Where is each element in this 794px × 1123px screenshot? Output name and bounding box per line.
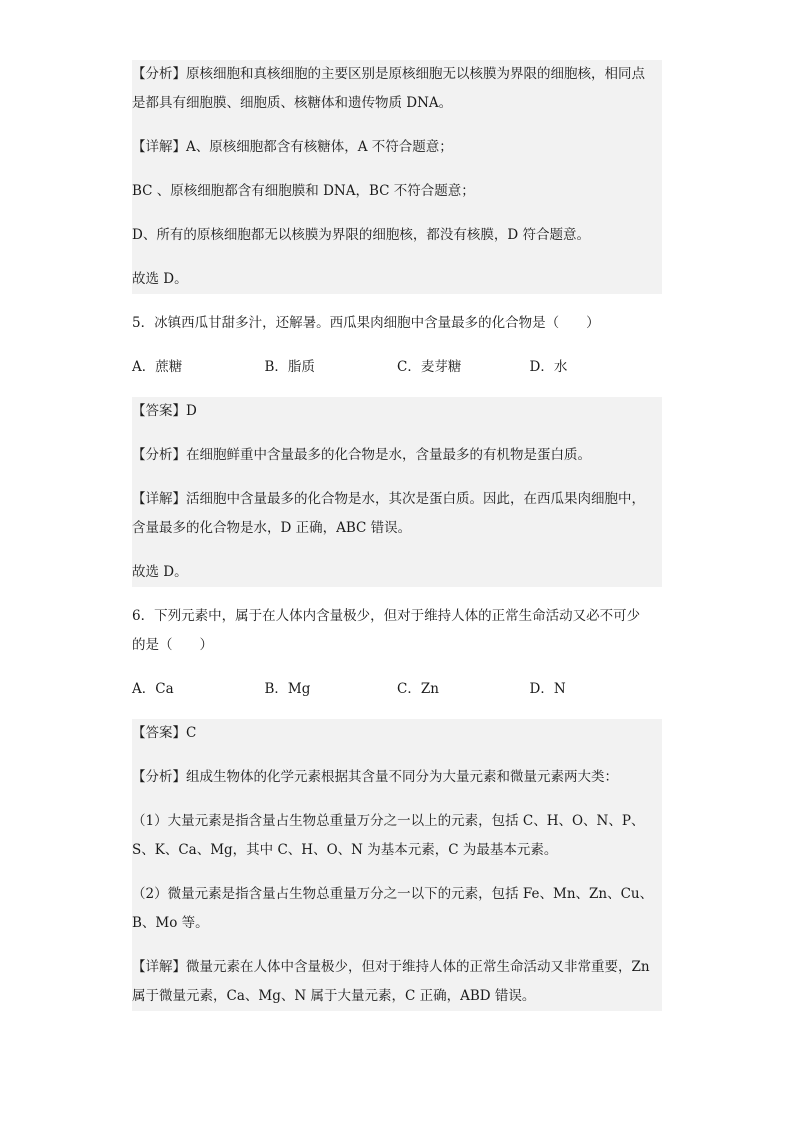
q6-option-b: B．Mg <box>264 681 311 697</box>
q4-analysis-line2: 是都具有细胞膜、细胞质、核糖体和遗传物质 DNA。 <box>132 95 453 111</box>
q5-detail-line2: 含量最多的化合物是水，D 正确，ABC 错误。 <box>132 520 412 536</box>
document-page <box>132 60 662 1011</box>
q4-conclusion: 故选 D。 <box>132 271 188 287</box>
q4-explanation <box>132 60 662 294</box>
q6-option-c: C．Zn <box>397 681 439 697</box>
q5-analysis: 【分析】在细胞鲜重中含量最多的化合物是水，含量最多的有机物是蛋白质。 <box>132 447 591 463</box>
q6-options <box>132 675 662 704</box>
q5-option-c: C．麦芽糖 <box>397 359 462 375</box>
q5-stem: 5．冰镇西瓜甘甜多汁，还解暑。西瓜果肉细胞中含量最多的化合物是（ ） <box>132 315 600 331</box>
q5-explanation <box>132 397 662 587</box>
q5-detail-line1: 【详解】活细胞中含量最多的化合物是水，其次是蛋白质。因此，在西瓜果肉细胞中， <box>132 491 645 507</box>
q6-option-a: A．Ca <box>132 681 174 697</box>
q5-options <box>132 353 662 382</box>
q6-option-d: D．N <box>529 681 566 697</box>
q6-analysis: 【分析】组成生物体的化学元素根据其含量不同分为大量元素和微量元素两大类： <box>132 769 618 785</box>
q6-trace-elements-line1: （2）微量元素是指含量占生物总重量万分之一以下的元素，包括 Fe、Mn、Zn、Cu、 <box>132 886 654 902</box>
q6-major-elements-line1: （1）大量元素是指含量占生物总重量万分之一以上的元素，包括 C、H、O、N、P、 <box>132 813 645 829</box>
q6-stem-line1: 6．下列元素中，属于在人体内含量极少，但对于维持人体的正常生命活动又必不可少 <box>132 608 641 624</box>
q5-option-d: D．水 <box>529 359 568 375</box>
q5-option-b: B．脂质 <box>264 359 315 375</box>
q5-conclusion: 故选 D。 <box>132 564 188 580</box>
q4-detail-line3: D、所有的原核细胞都无以核膜为界限的细胞核，都没有核膜，D 符合题意。 <box>132 227 590 243</box>
q6-major-elements-line2: S、K、Ca、Mg，其中 C、H、O、N 为基本元素，C 为最基本元素。 <box>132 842 558 858</box>
q6-explanation <box>132 719 662 1011</box>
q5-answer: 【答案】D <box>132 403 197 419</box>
q6-detail-line1: 【详解】微量元素在人体中含量极少，但对于维持人体的正常生命活动又非常重要，Zn <box>132 959 650 975</box>
q4-analysis-line1: 【分析】原核细胞和真核细胞的主要区别是原核细胞无以核膜为界限的细胞核，相同点 <box>132 66 645 82</box>
q4-detail-line2: BC 、原核细胞都含有细胞膜和 DNA，BC 不符合题意； <box>132 183 475 199</box>
q6-answer: 【答案】C <box>132 725 197 741</box>
q6-stem-line2: 的是（ ） <box>132 637 213 653</box>
q6-detail-line2: 属于微量元素，Ca、Mg、N 属于大量元素，C 正确，ABD 错误。 <box>132 988 536 1004</box>
q5-option-a: A．蔗糖 <box>132 359 183 375</box>
q6-trace-elements-line2: B、Mo 等。 <box>132 915 209 931</box>
q4-detail-line1: 【详解】A、原核细胞都含有核糖体，A 不符合题意； <box>132 139 453 155</box>
